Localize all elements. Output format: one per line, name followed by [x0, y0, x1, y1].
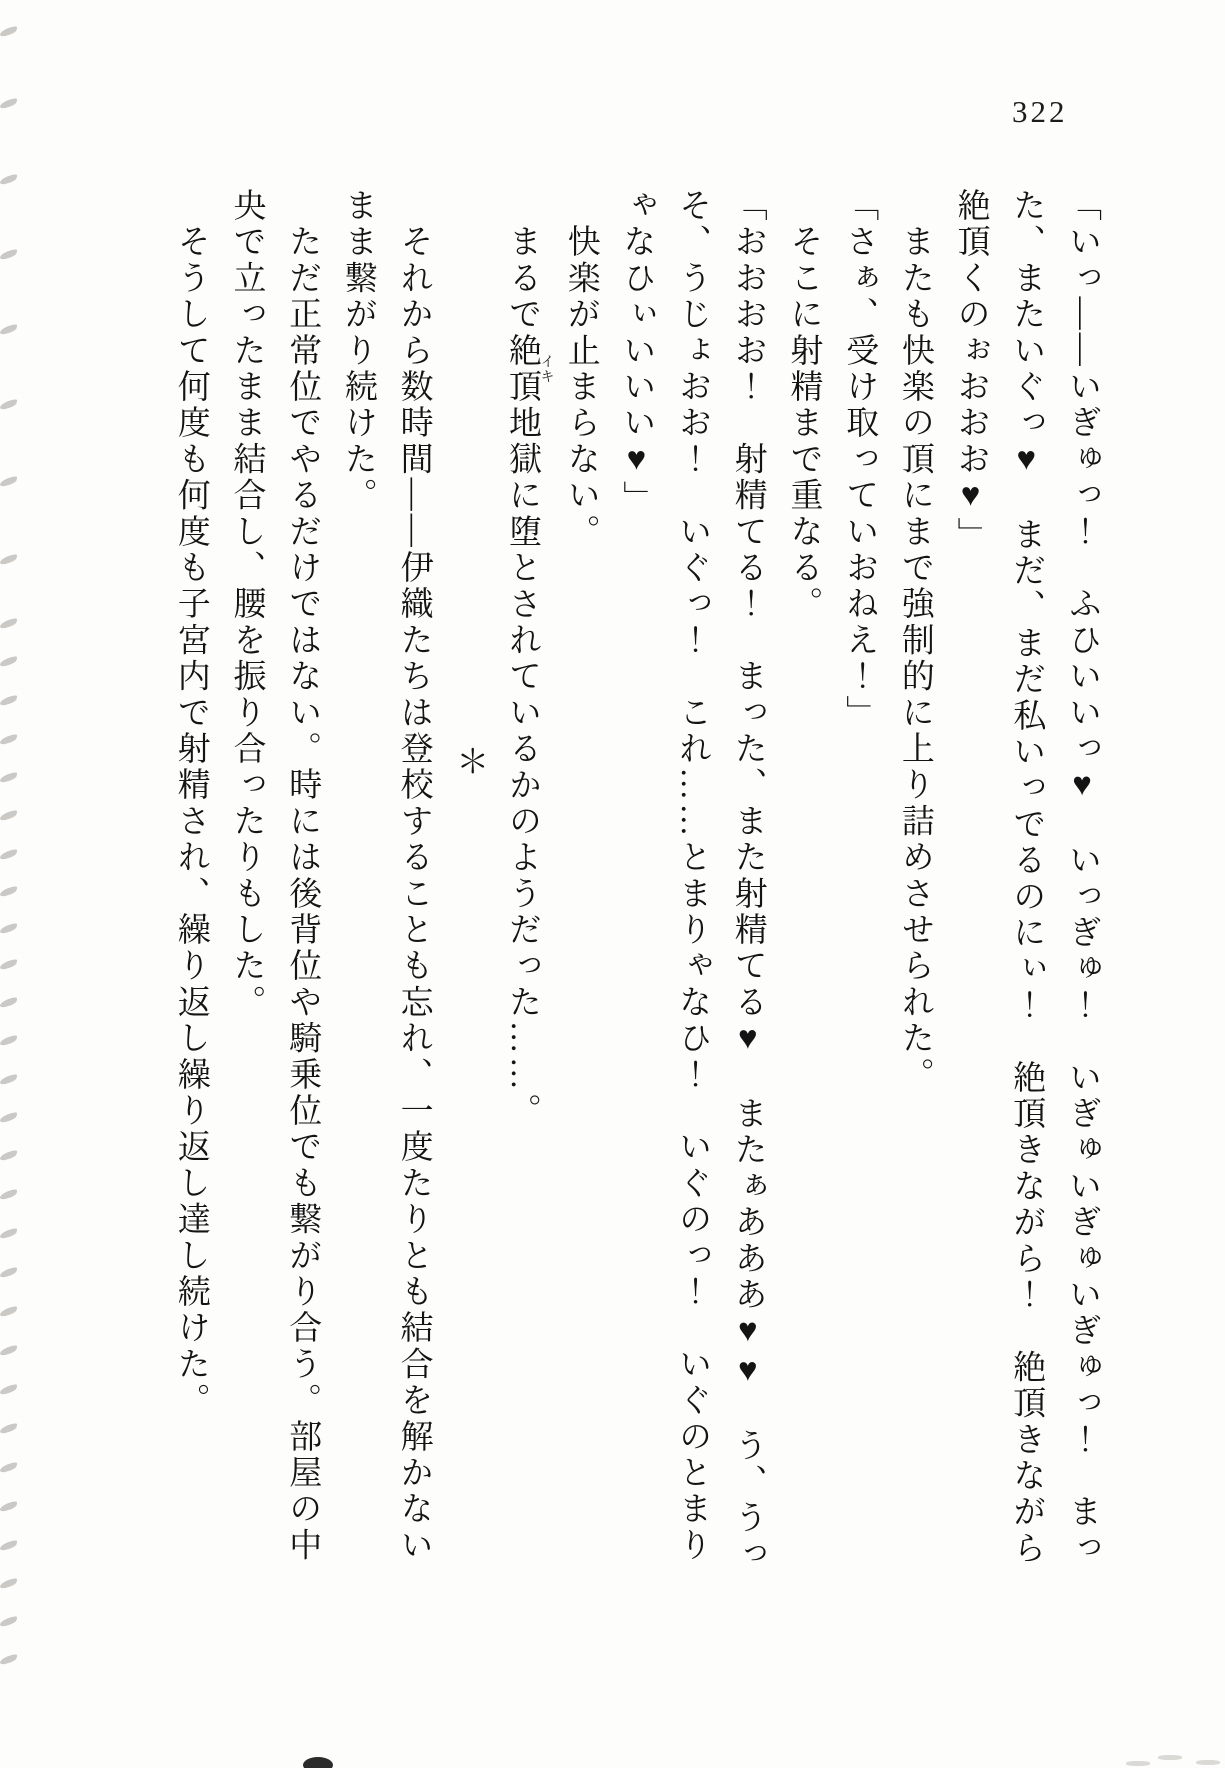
text-column: ただ正常位でやるだけではない。時には後背位や騎乗位でも繋がり合う。部屋の中 [284, 188, 321, 1564]
ruby-annotation: 絶頂イキ [504, 332, 554, 406]
text-column: またも快楽の頂にまで強制的に上り詰めさせられた。 [896, 188, 933, 1093]
text-column: それから数時間――伊織たちは登校することも忘れ、一度たりとも結合を解かない [395, 188, 432, 1564]
text-column: そこに射精まで重なる。 [785, 188, 822, 623]
text-column: 絶頂くのぉおおお♥」 [952, 188, 989, 553]
corner-smudge-mark [1126, 1761, 1150, 1766]
text-column: た、またいぐっ♥ まだ、まだ私いっでるのにぃ！ 絶頂きながら！ 絶頂きながら [1008, 188, 1045, 1567]
text-column: 央で立ったまま結合し、腰を振り合ったりもした。 [228, 188, 265, 1021]
text-column: そうして何度も何度も子宮内で射精され、繰り返し繰り返し達し続けた。 [172, 188, 209, 1419]
text-column: まま繋がり続けた。 [339, 188, 376, 514]
text-column: 「おおおお！ 射精てる！ まった、また射精てる♥ またぁあああ♥♥ う、うっ [729, 188, 766, 1573]
text-column: 「いっ――いぎゅっ！ ふひいいっ♥ いっぎゅ！ いぎゅいぎゅいぎゅっ！ まっ [1064, 188, 1100, 1567]
text-column: ゃなひぃいいい♥」 [618, 188, 655, 517]
corner-smudge-mark [1158, 1755, 1182, 1760]
text-column: そ、うじょおお！ いぐっ！ これ……とまりゃなひ！ いぐのっ！ いぐのとまり [674, 188, 711, 1564]
section-divider-asterisk: ＊ [451, 744, 488, 781]
text-column: 快楽が止まらない。 [562, 188, 599, 550]
corner-smudge-mark [1196, 1760, 1220, 1765]
page-number: 322 [1012, 94, 1068, 129]
bottom-edge-cut-glyph [303, 1757, 333, 1768]
text-column: 「さぁ、受け取っていおねえ！」 [841, 188, 878, 731]
text-column: まるで絶頂イキ地獄に堕とされているかのようだった……。 [504, 188, 554, 1130]
